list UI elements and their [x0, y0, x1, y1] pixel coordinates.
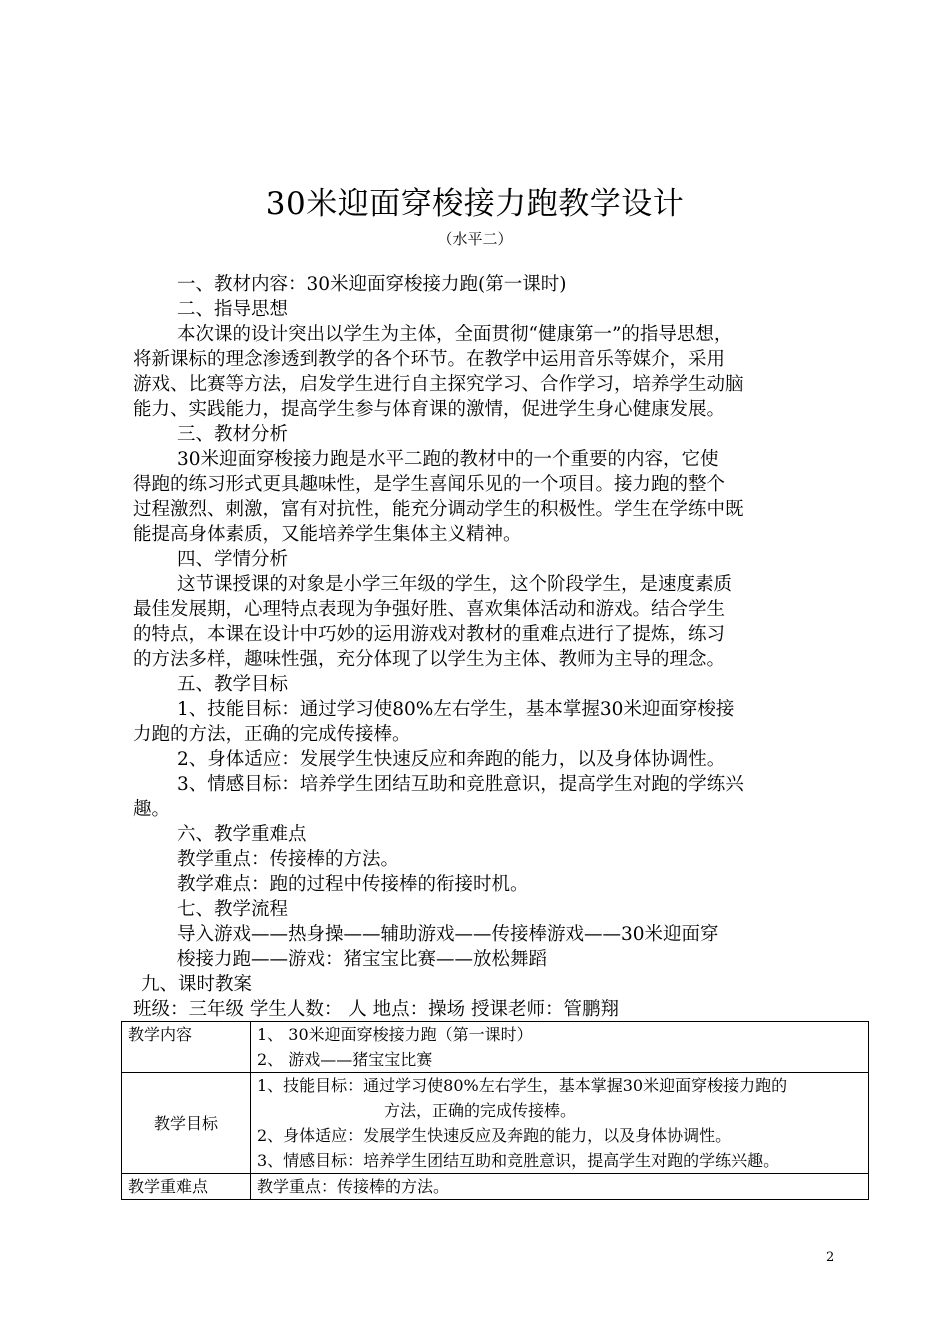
- content-item: 2、 游戏——猪宝宝比赛: [257, 1050, 433, 1069]
- paragraph-line: 这节课授课的对象是小学三年级的学生，这个阶段学生，是速度素质: [177, 574, 733, 595]
- page-number: 2: [826, 1250, 835, 1265]
- objective-item: 2、身体适应：发展学生快速反应及奔跑的能力，以及身体协调性。: [257, 1126, 732, 1145]
- document-body: [133, 272, 843, 1022]
- table-label-cell: 教学内容: [122, 1022, 251, 1073]
- section-3-heading: 三、教材分析: [177, 424, 289, 445]
- key-point-line: 教学重点：传接棒的方法。: [177, 849, 400, 870]
- table-label-cell: 教学目标: [122, 1073, 251, 1174]
- table-content-cell: [251, 1022, 869, 1073]
- table-row: [122, 1022, 869, 1073]
- document-subtitle: （水平二）: [437, 230, 513, 248]
- section-6-heading: 六、教学重难点: [177, 824, 307, 845]
- class-info-line: 班级：三年级 学生人数： 人 地点：操场 授课老师：管鹏翔: [133, 999, 620, 1020]
- objective-item: 3、情感目标：培养学生团结互助和竞胜意识，提高学生对跑的学练兴趣。: [257, 1151, 780, 1170]
- paragraph-line: 本次课的设计突出以学生为主体，全面贯彻“健康第一”的指导思想，: [177, 324, 733, 345]
- section-7-heading: 七、教学流程: [177, 899, 289, 920]
- table-row: [122, 1073, 869, 1174]
- flow-line: 导入游戏——热身操——辅助游戏——传接棒游戏——30米迎面穿: [177, 924, 719, 945]
- objective-line: 2、身体适应：发展学生快速反应和奔跑的能力，以及身体协调性。: [177, 749, 726, 770]
- difficulty-line: 教学难点：跑的过程中传接棒的衔接时机。: [177, 874, 529, 895]
- objective-line: 3、情感目标：培养学生团结互助和竞胜意识，提高学生对跑的学练兴: [177, 774, 744, 795]
- objective-line: 趣。: [133, 799, 171, 820]
- objective-item: 方法，正确的完成传接棒。: [384, 1101, 577, 1120]
- section-9-heading: 九、课时教案: [141, 974, 253, 995]
- table-content-cell: [251, 1174, 869, 1200]
- paragraph-line: 得跑的练习形式更具趣味性，是学生喜闻乐见的一个项目。接力跑的整个: [133, 474, 726, 495]
- paragraph-line: 最佳发展期，心理特点表现为争强好胜、喜欢集体活动和游戏。结合学生: [133, 599, 726, 620]
- table-row: [122, 1174, 869, 1200]
- paragraph-line: 的方法多样，趣味性强，充分体现了以学生为主体、教师为主导的理念。: [133, 649, 726, 670]
- key-point-item: 教学重点：传接棒的方法。: [257, 1177, 450, 1196]
- table-label-cell: 教学重难点: [122, 1174, 251, 1200]
- section-5-heading: 五、教学目标: [177, 674, 289, 695]
- section-4-heading: 四、学情分析: [177, 549, 289, 570]
- paragraph-line: 游戏、比赛等方法，启发学生进行自主探究学习、合作学习，培养学生动脑: [133, 374, 744, 395]
- objective-item: 1、技能目标：通过学习使80%左右学生，基本掌握30米迎面穿梭接力跑的: [257, 1076, 788, 1095]
- paragraph-line: 能提高身体素质，又能培养学生集体主义精神。: [133, 524, 522, 545]
- objective-line: 力跑的方法，正确的完成传接棒。: [133, 724, 411, 745]
- paragraph-line: 将新课标的理念渗透到教学的各个环节。在教学中运用音乐等媒介，采用: [133, 349, 726, 370]
- document-title: 30米迎面穿梭接力跑教学设计: [265, 186, 685, 222]
- paragraph-line: 30米迎面穿梭接力跑是水平二跑的教材中的一个重要的内容，它使: [177, 449, 719, 470]
- section-1-heading: 一、教材内容：30米迎面穿梭接力跑(第一课时): [177, 274, 567, 295]
- paragraph-line: 的特点，本课在设计中巧妙的运用游戏对教材的重难点进行了提炼，练习: [133, 624, 726, 645]
- content-item: 1、 30米迎面穿梭接力跑（第一课时）: [257, 1025, 533, 1044]
- objective-line: 1、技能目标：通过学习使80%左右学生，基本掌握30米迎面穿梭接: [177, 699, 735, 720]
- table-content-cell: [251, 1073, 869, 1174]
- paragraph-line: 能力、实践能力，提高学生参与体育课的激情，促进学生身心健康发展。: [133, 399, 726, 420]
- section-2-heading: 二、指导思想: [177, 299, 289, 320]
- lesson-plan-table: [121, 1021, 869, 1200]
- paragraph-line: 过程激烈、刺激，富有对抗性，能充分调动学生的积极性。学生在学练中既: [133, 499, 744, 520]
- flow-line: 梭接力跑——游戏：猪宝宝比赛——放松舞蹈: [177, 949, 548, 970]
